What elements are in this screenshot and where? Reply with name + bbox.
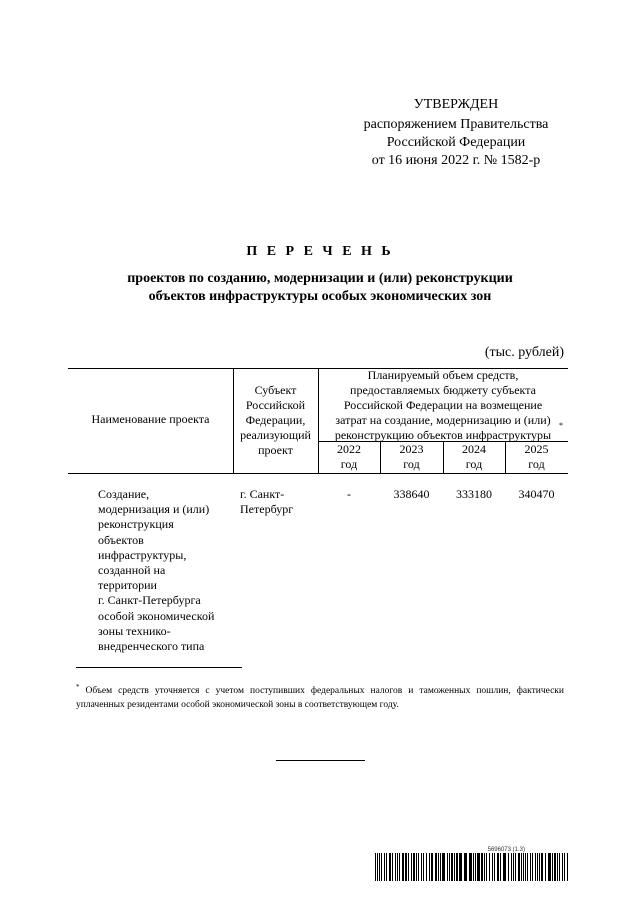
- barcode-bar: [500, 853, 501, 881]
- barcode-bar: [562, 853, 563, 881]
- barcode-bar: [530, 853, 531, 881]
- year-header-2023: 2023 год: [399, 442, 424, 471]
- barcode-bar: [489, 853, 490, 881]
- header-planned-amount: Планируемый объем средств, предоставляемых бюджету субъекта Российской Федерации на возмещение затрат на создание, модернизацию и (или) реконструкцию объектов инфраструктуры: [334, 368, 552, 442]
- barcode-bar: [449, 853, 450, 881]
- barcode-bar: [477, 853, 480, 881]
- unit-label: (тыс. рублей): [484, 345, 564, 360]
- barcode-bar: [503, 853, 506, 881]
- barcode-bar: [527, 853, 528, 881]
- table-row-project-name: Создание, модернизация и (или) реконструкция объектов инфраструктуры, созданной на территории г. Санкт-Петербурга особой экономической зоны технико- внедренческого типа: [98, 487, 215, 654]
- end-separator: [276, 760, 365, 761]
- barcode-bar: [416, 853, 417, 881]
- approval-block: [350, 96, 562, 170]
- header-subject: Субъект Российской Федерации, реализующий проект: [240, 383, 311, 457]
- barcode-bar: [395, 853, 396, 881]
- barcode-bar: [559, 853, 560, 881]
- barcode-bar: [377, 853, 378, 881]
- table-row-value-2023: 338640: [393, 487, 430, 501]
- barcode-bar: [537, 853, 538, 881]
- barcode-bar: [421, 853, 422, 881]
- barcode-bar: [459, 853, 462, 881]
- barcode-bar: [554, 853, 556, 881]
- barcode-bar: [392, 853, 393, 881]
- header-project-name: Наименование проекта: [91, 412, 210, 426]
- barcode-bar: [402, 853, 404, 881]
- barcode-bar: [523, 853, 524, 881]
- footnote: [76, 680, 564, 712]
- subtitle-line-1: проектов по созданию, модернизации и (или) реконструкции: [127, 271, 513, 286]
- barcode-bar: [429, 853, 430, 881]
- barcode-bar: [386, 853, 387, 881]
- barcode-bar: [438, 853, 439, 881]
- barcode-bar: [497, 853, 499, 881]
- barcode-bar: [418, 853, 419, 881]
- barcode-bar: [564, 853, 565, 881]
- barcode-bar: [545, 853, 546, 881]
- year-header-2022: 2022 год: [337, 442, 361, 471]
- table-row-value-2025: 340470: [518, 487, 555, 501]
- barcode-bar: [379, 853, 380, 881]
- barcode-bar: [511, 853, 512, 881]
- barcode-bar: [484, 853, 485, 881]
- document-title: П Е Р Е Ч Е Н Ь: [246, 244, 394, 259]
- table-header-bottom-border: [68, 473, 568, 474]
- barcode-bar: [423, 853, 424, 881]
- barcode-bar: [525, 853, 526, 881]
- barcode-bar: [408, 853, 409, 881]
- barcode-bar: [548, 853, 551, 881]
- barcode-bar: [492, 853, 493, 881]
- year-header-2025: 2025 год: [524, 442, 549, 471]
- barcode-bar: [413, 853, 415, 881]
- barcode-bar: [447, 853, 448, 881]
- approval-line-1: распоряжением Правительства: [363, 117, 549, 132]
- barcode-image: [375, 853, 568, 881]
- barcode-bar: [431, 853, 433, 881]
- barcode-bar: [539, 853, 540, 881]
- barcode-bar: [541, 853, 543, 881]
- table-row-value-2024: 333180: [456, 487, 492, 501]
- document-code: 5696073 (1.3): [487, 847, 525, 853]
- barcode-bar: [381, 853, 382, 881]
- barcode-bar: [518, 853, 520, 881]
- barcode-bar: [397, 853, 398, 881]
- barcode-bar: [557, 853, 558, 881]
- document-subtitle: [0, 270, 640, 306]
- barcode-bar: [411, 853, 412, 881]
- barcode-bar: [535, 853, 536, 881]
- subtitle-line-2: объектов инфраструктуры особых экономических зон: [148, 289, 492, 304]
- barcode-bar: [567, 853, 568, 881]
- barcode-bar: [513, 853, 514, 881]
- table-row-value-2022: -: [347, 487, 351, 501]
- footnote-mark: *: [76, 683, 80, 691]
- barcode-bar: [426, 853, 427, 881]
- footnote-separator: [76, 667, 242, 668]
- barcode-bar: [442, 853, 445, 881]
- barcode-bar: [481, 853, 483, 881]
- approval-line-2: Российской Федерации: [386, 135, 526, 150]
- barcode-bar: [532, 853, 533, 881]
- barcode-bar: [473, 853, 474, 881]
- approval-line-3: от 16 июня 2022 г. № 1582-р: [371, 153, 541, 168]
- barcode-bar: [451, 853, 453, 881]
- header-footnote-mark: *: [559, 421, 563, 430]
- barcode-bar: [464, 853, 467, 881]
- footnote-text: Объем средств уточняется с учетом поступивших федеральных налогов и таможенных пошлин, фактически уплаченных резидентами особой экономической зоны в соответствующем году.: [76, 686, 564, 711]
- barcode-bar: [475, 853, 476, 881]
- table-row-subject: г. Санкт- Петербург: [240, 487, 294, 517]
- barcode-bar: [399, 853, 400, 881]
- barcode-bar: [384, 853, 385, 881]
- barcode-bar: [552, 853, 553, 881]
- year-header-2024: 2024 год: [462, 442, 486, 471]
- barcode-bar: [469, 853, 472, 881]
- approval-heading: УТВЕРЖДЕН: [413, 97, 499, 112]
- barcode-bar: [508, 853, 509, 881]
- barcode-bar: [515, 853, 516, 881]
- barcode-bar: [454, 853, 455, 881]
- barcode-bar: [456, 853, 458, 881]
- barcode-bar: [486, 853, 487, 881]
- barcode-bar: [375, 853, 376, 881]
- barcode-bar: [494, 853, 495, 881]
- barcode-bar: [521, 853, 522, 881]
- barcode-bar: [389, 853, 391, 881]
- barcode-bar: [405, 853, 407, 881]
- barcode-bar: [435, 853, 437, 881]
- barcode-bar: [440, 853, 441, 881]
